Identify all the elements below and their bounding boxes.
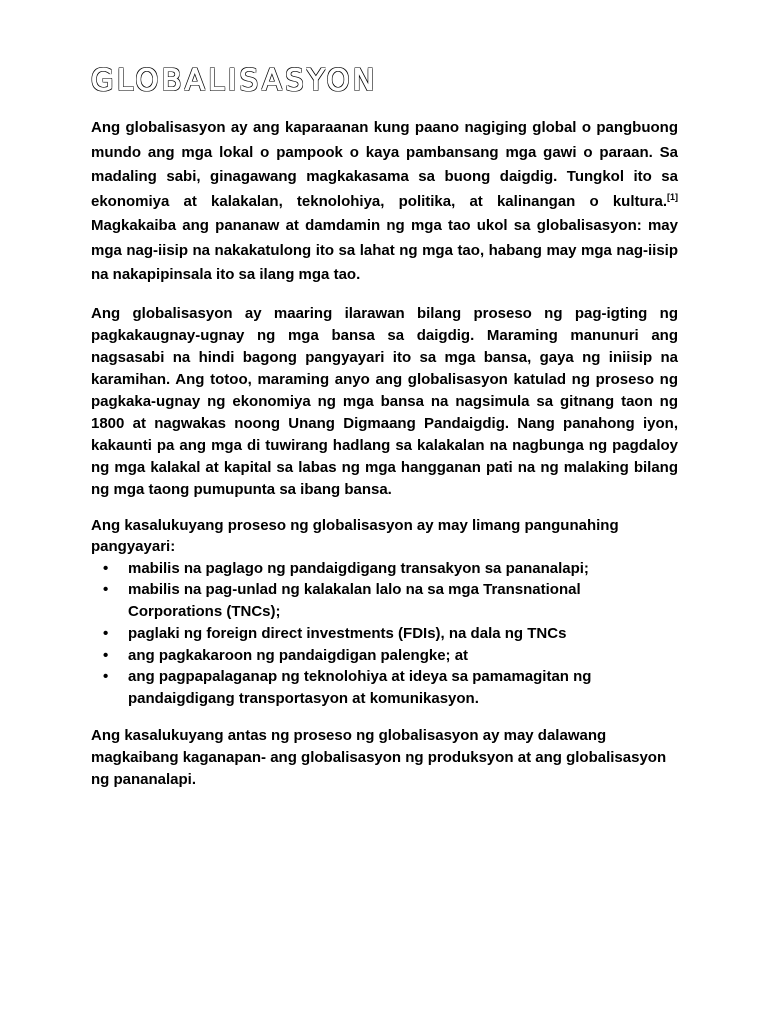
paragraph-history: Ang globalisasyon ay maaring ilarawan bilang proseso ng pag-igting ng pagkakaugnay-ugnay ng mga bansa sa daigdig. Maraming manunuri ang nagsasabi na hindi bagong pangyayari ito sa mga bansa, gaya ng iniisip na karamihan. Ang totoo, maraming anyo ang globalisasyon katulad ng proseso ng pagkaka-ugnay ng ekonomiya ng mga bansa na nagsimula sa gitnang taon ng 1800 at nagwakas noong Unang Digmaang Pandaigdig. Nang panahong iyon, kakaunti pa ang mga di tuwirang hadlang sa kalakalan na nagbunga ng pagdaloy ng mga kalakal at kapital sa labas ng mga hangganan pati na ng malaking bilang ng mga taong pumupunta sa ibang bansa.	[91, 304, 678, 498]
list-item	[91, 623, 678, 645]
document-title: GLOBALISASYON	[91, 63, 378, 97]
paragraph-intro	[91, 116, 678, 288]
list-item	[91, 579, 678, 623]
paragraph-events-intro: Ang kasalukuyang proseso ng globalisasyon ay may limang pangunahing pangyayari:	[91, 516, 619, 555]
bullet-icon: •	[103, 581, 109, 599]
list-item-text: mabilis na pag-unlad ng kalakalan lalo na sa mga Transnational Corporations (TNCs);	[128, 581, 581, 621]
list-item	[91, 666, 678, 710]
paragraph-conclusion: Ang kasalukuyang antas ng proseso ng globalisasyon ay may dalawang magkaibang kaganapan- ang globalisasyon ng produksyon at ang globalisasyon ng pananalapi.	[91, 727, 667, 789]
list-item	[91, 645, 678, 667]
document-page	[91, 60, 678, 791]
list-item-text: ang pagkakaroon ng pandaigdigan palengke; at	[128, 646, 469, 664]
list-item	[91, 558, 678, 580]
list-item-text: paglaki ng foreign direct investments (FDIs), na dala ng TNCs	[128, 624, 567, 642]
bullet-icon: •	[103, 646, 109, 664]
list-item-text: mabilis na paglago ng pandaigdigang transakyon sa pananalapi;	[128, 559, 589, 577]
bullet-icon: •	[103, 668, 109, 686]
bullet-icon: •	[103, 559, 109, 577]
bullet-icon: •	[103, 624, 109, 642]
citation-reference[interactable]: [1]	[667, 191, 678, 202]
paragraph-intro-text-b: Magkakaiba ang pananaw at damdamin ng mga tao ukol sa globalisasyon: may mga nag-iisip na nakakatulong ito sa lahat ng mga tao, habang may mga nag-iisip na nakapipinsala ito sa ilang mga tao.	[91, 217, 678, 283]
paragraph-intro-text-a: Ang globalisasyon ay ang kaparaanan kung paano nagiging global o pangbuong mundo ang mga lokal o pampook o kaya pambansang mga gawi o paraan. Sa madaling sabi, ginagawang magkakasama sa buong daigdig. Tungkol ito sa ekonomiya at kalakalan, teknolohiya, politika, at kalinangan o kultura.	[91, 119, 678, 210]
events-list	[91, 558, 678, 711]
list-item-text: ang pagpapalaganap ng teknolohiya at ideya sa pamamagitan ng pandaigdigang transportasyon at komunikasyon.	[128, 668, 592, 708]
